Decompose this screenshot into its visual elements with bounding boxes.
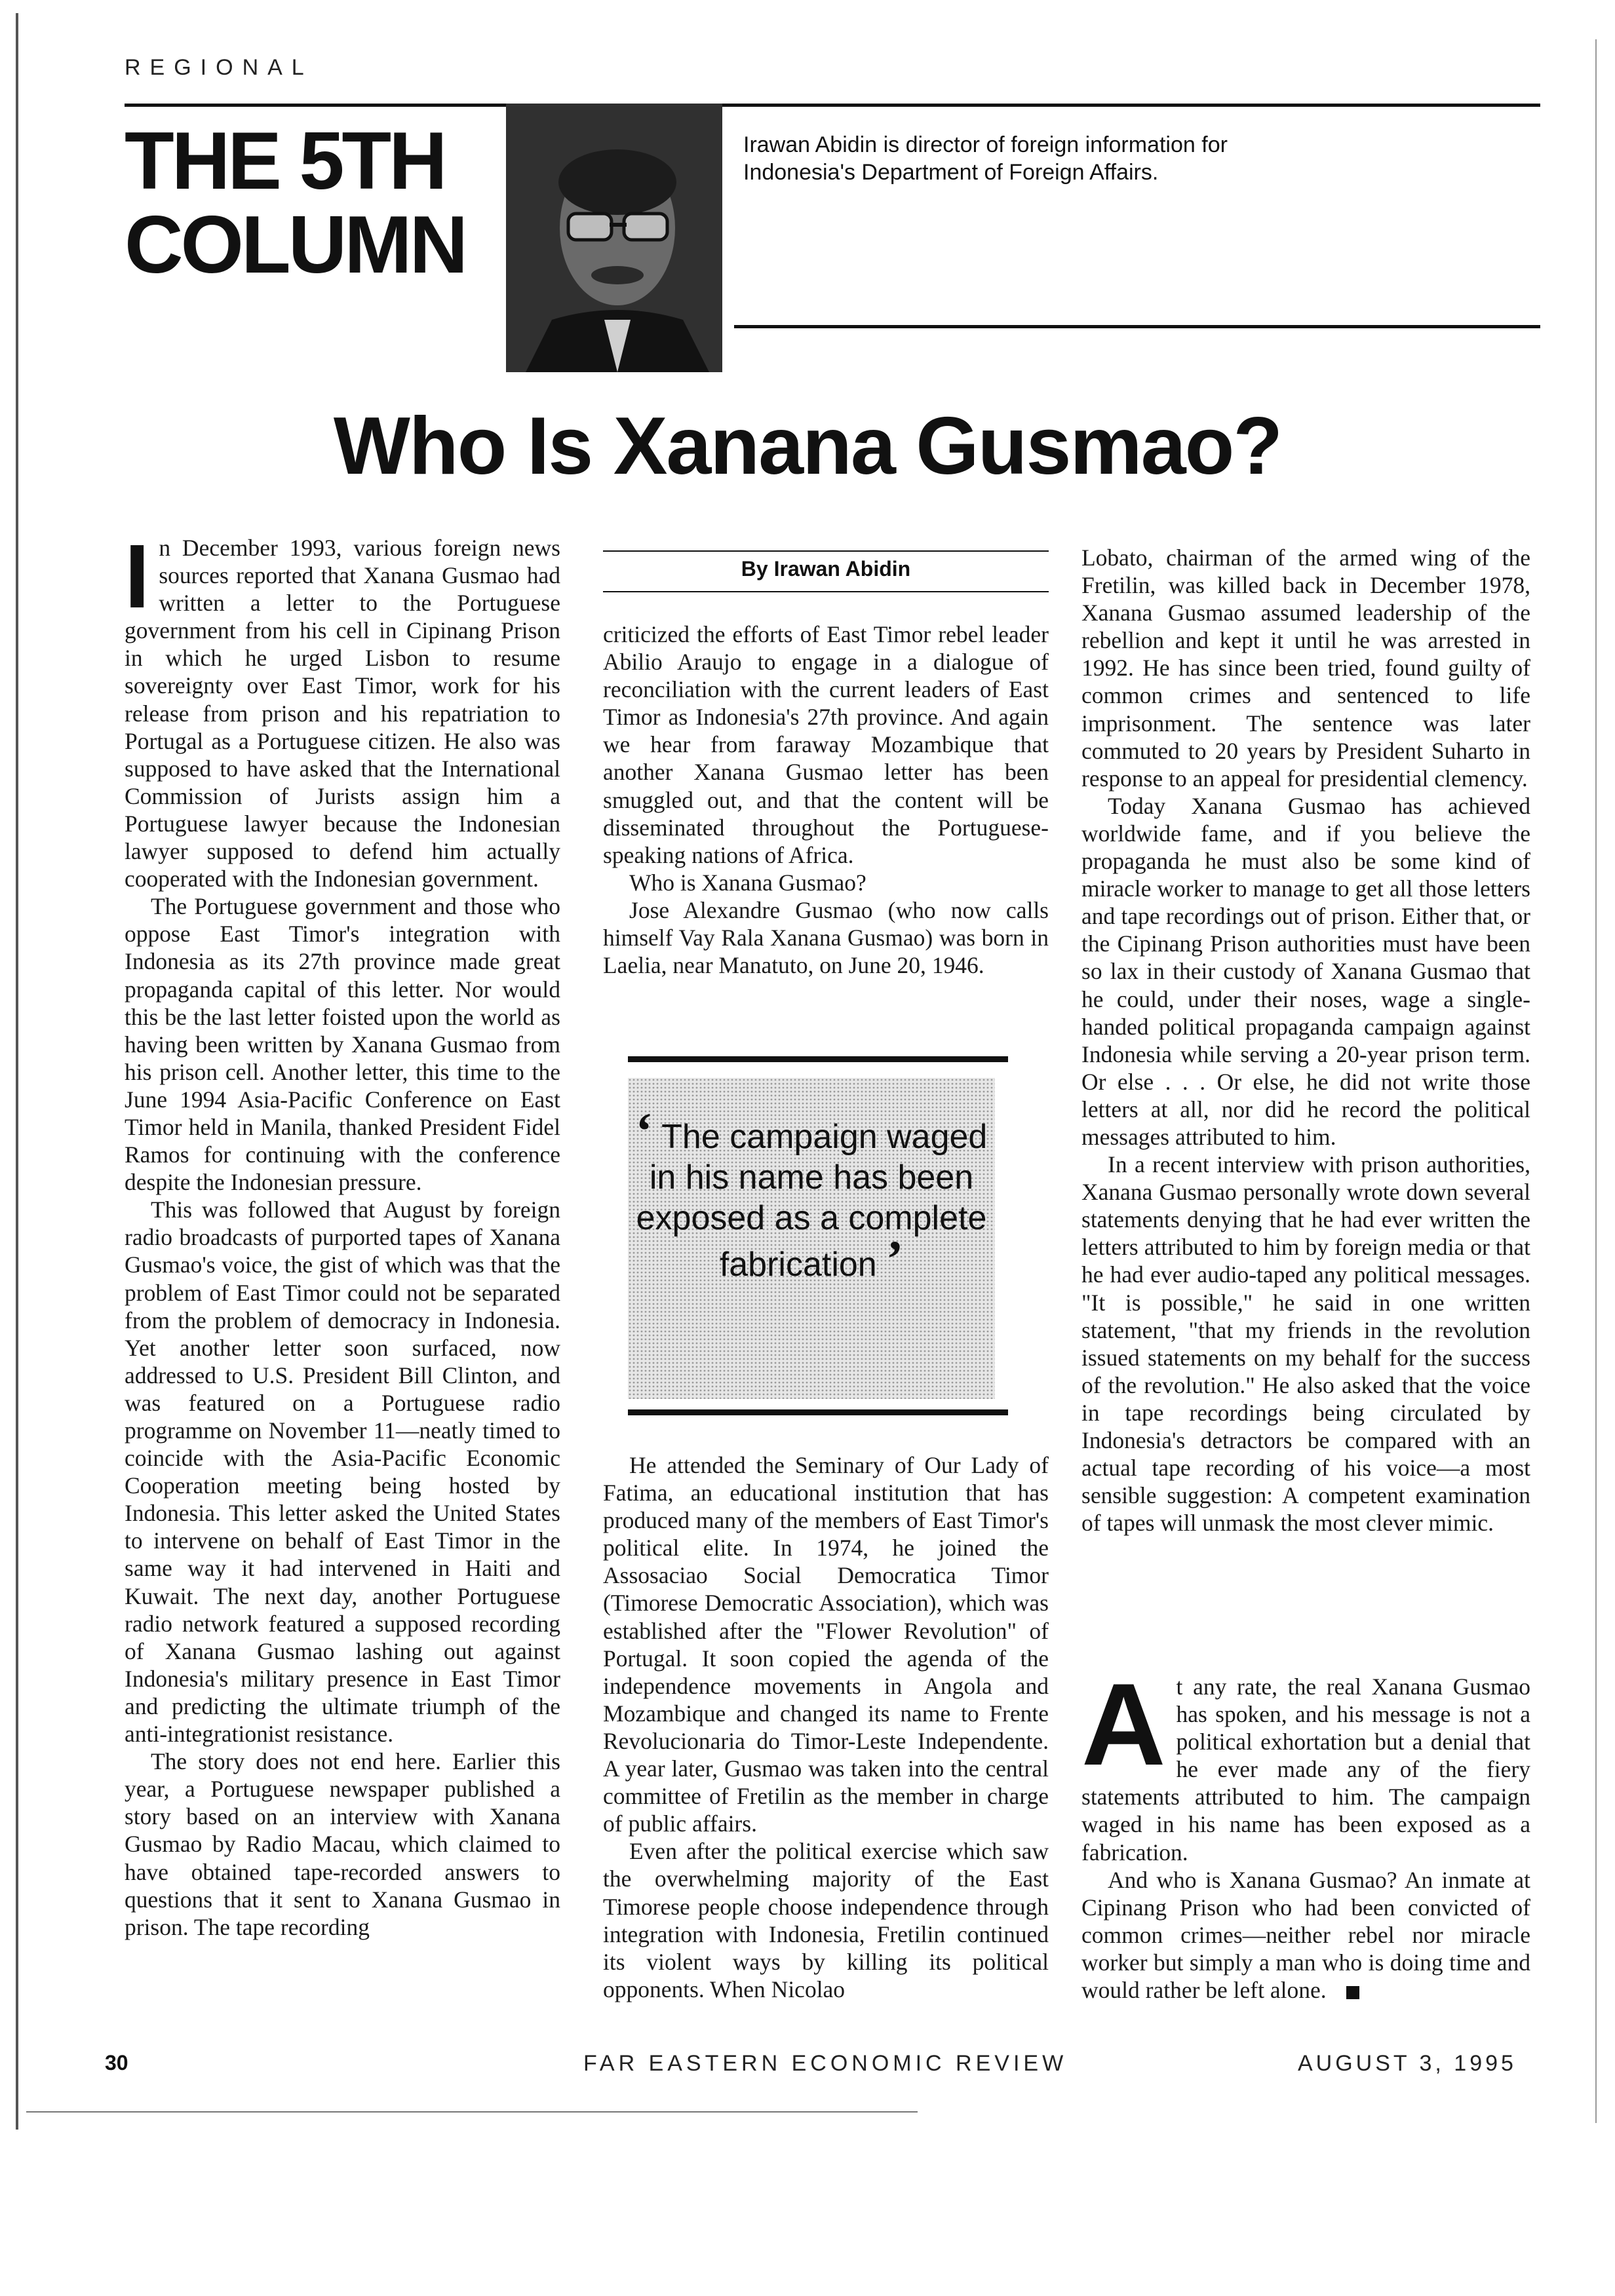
pull-quote-top-rule [628, 1056, 1008, 1062]
author-bio: Irawan Abidin is director of foreign information for Indonesia's Department of Foreign Affairs. [743, 132, 1228, 185]
article-column-1 [125, 526, 560, 1941]
paragraph: Even after the political exercise which saw the overwhelming majority of the East Timorese people choose independence through integration with Indonesia, Fretilin continued its violent ways by killing its political opponents. When Nicolao [603, 1838, 1049, 2002]
pull-quote-bottom-rule [628, 1409, 1008, 1415]
pull-quote [628, 1078, 995, 1399]
headline: Who Is Xanana Gusmao? [333, 401, 1282, 491]
paragraph: This was followed that August by foreign radio broadcasts of purported tapes of Xanana Gusmao's voice, the gist of which was that the problem of East Timor could not be separated from the problem of democracy in Indonesia. Yet another letter soon surfaced, now addressed to U.S. President Bill Clinton, and was featured on a Portuguese radio programme on November 11—neatly timed to coincide with the Asia-Pacific Economic Cooperation meeting being hosted by Indonesia. This letter asked the United States to intervene on behalf of East Timor in the same way it had intervened in Haiti and Kuwait. The next day, another Portuguese radio network featured a supposed recording of Xanana Gusmao lashing out against Indonesia's military presence in East Timor and predicting the ultimate triumph of the anti-integrationist resistance. [125, 1196, 560, 1748]
author-portrait [506, 104, 722, 372]
article-column-2-bottom [603, 1451, 1049, 2003]
paragraph: In a recent interview with prison authorities, Xanana Gusmao personally wrote down several statements denying that he had ever written the letters attributed to him by foreign media or that he had ever audio-taped any political messages. "It is possible," he said in one written statement, "that my friends in the revolution issued statements on my behalf for the success of the revolution." He also asked that the voice in tape recordings being circulated by Indonesia's detractors be compared with an actual tape recording of his voice—a most sensible suggestion: A competent examination of tapes will unmask the most clever mimic. [1081, 1151, 1530, 1537]
article-column-3-bottom [1081, 1659, 1530, 2004]
paragraph: He attended the Seminary of Our Lady of Fatima, an educational institution that has produced many of the members of East Timor's political elite. In 1974, he joined the Assosaciao Social Democratica Timor (Timorese Democratic Association), which was established after the "Flower Revolution" of Portugal. It soon copied the agenda of the independence movements in Angola and Mozambique and changed its name to Frente Revolucionaria do Timor-Leste Independente. A year later, Gusmao was taken into the central committee of Fretilin as the member in charge of public affairs. [603, 1452, 1049, 1837]
close-quote-mark: ’ [886, 1230, 904, 1287]
paragraph [1081, 1659, 1530, 1866]
paragraph: The story does not end here. Earlier this year, a Portuguese newspaper published a story based on an interview with Xanana Gusmao by Radio Macau, which claimed to have obtained tape-recorded answers to questions that it sent to Xanana Gusmao in prison. The tape recording [125, 1748, 560, 1940]
header-bottom-rule [734, 325, 1540, 328]
paragraph: Who is Xanana Gusmao? [629, 869, 866, 896]
page-number: 30 [105, 2051, 128, 2075]
byline-top-rule [603, 550, 1049, 552]
scan-edge-left [16, 13, 18, 2130]
paragraph: Jose Alexandre Gusmao (who now calls himself Vay Rala Xanana Gusmao) was born in Laelia, near Manatuto, on June 20, 1946. [603, 896, 1049, 979]
pull-quote-text-wrap [628, 1102, 995, 1287]
paragraph [125, 526, 560, 892]
author-portrait-image [506, 104, 722, 372]
paragraph-text: And who is Xanana Gusmao? An inmate at Cipinang Prison who had been convicted of common crimes—neither rebel nor miracle worker but simply a man who is doing time and would rather be left alone. [1081, 1866, 1530, 2004]
open-quote-mark: ‘ [635, 1102, 653, 1159]
publication-name: FAR EASTERN ECONOMIC REVIEW [583, 2051, 1068, 2076]
header-top-rule [125, 104, 1540, 107]
paragraph: The Portuguese government and those who oppose East Timor's integration with Indonesia as its 27th province made great propaganda capital of this letter. Nor would this be the last letter foisted upon the world as having been written by Xanana Gusmao from his prison cell. Another letter, this time to the June 1994 Asia-Pacific Conference on East Timor held in Manila, thanked President Fidel Ramos for continuing with the conference despite the Indonesian pressure. [125, 893, 560, 1196]
issue-date: AUGUST 3, 1995 [1298, 2051, 1517, 2076]
drop-cap: I [125, 526, 150, 627]
byline-bottom-rule [603, 591, 1049, 592]
drop-cap: A [1081, 1659, 1166, 1789]
article-column-3-top [1081, 544, 1530, 1537]
paragraph: Today Xanana Gusmao has achieved worldwide fame, and if you believe the propaganda he must also be some kind of miracle worker to manage to get all those letters and tape recordings out of prison. Either that, or the Cipinang Prison authorities must have been so lax in their custody of Xanana Gusmao that he could, under their noses, wage a single-handed political propaganda campaign against Indonesia while serving a 20-year prison term. Or else . . . Or else, he did not write those letters at all, nor did he record the political messages attributed to him. [1081, 792, 1530, 1150]
end-mark [1346, 1986, 1359, 1999]
paragraph: Lobato, chairman of the armed wing of the Fretilin, was killed back in December 1978, Xanana Gusmao assumed leadership of the rebellion and kept it until he was arrested in 1992. He has since been tried, found guilty of common crimes and sentenced to life imprisonment. The sentence was later commuted to 20 years by President Suharto in response to an appeal for presidential clemency. [1081, 545, 1530, 792]
article-column-2-top [603, 621, 1049, 979]
scan-edge-right [1595, 39, 1597, 2123]
paragraph [1081, 1866, 1530, 2004]
section-label: REGIONAL [125, 55, 313, 80]
column-title: THE 5TH COLUMN [125, 116, 466, 290]
byline: By Irawan Abidin [741, 557, 911, 581]
paragraph-text: n December 1993, various foreign news sources reported that Xanana Gusmao had written a letter to the Portuguese government from his cell in Cipinang Prison in which he urged Lisbon to resume sovereignty over East Timor, work for his release from prison and his repatriation to Portugal as a Portuguese citizen. He also was supposed to have asked that the International Commission of Jurists assign him a Portuguese lawyer because the Indonesian lawyer supposed to defend him actually cooperated with the Indonesian government. [125, 535, 560, 892]
paragraph-text: t any rate, the real Xanana Gusmao has spoken, and his message is not a political exhortation but a denial that he ever made any of the fiery statements attributed to him. The campaign waged in his name has been exposed as a fabrication. [1081, 1674, 1530, 1866]
paragraph: criticized the efforts of East Timor rebel leader Abilio Araujo to engage in a dialogue of reconciliation with the current leaders of East Timor as Indonesia's 27th province. And again we hear from faraway Mozambique that another Xanana Gusmao letter has been smuggled out, and that the content will be disseminated throughout the Portuguese-speaking nations of Africa. [603, 621, 1049, 868]
scan-bottom-edge [26, 2111, 918, 2113]
pull-quote-text: The campaign waged in his name has been exposed as a complete fabrication [636, 1118, 988, 1284]
